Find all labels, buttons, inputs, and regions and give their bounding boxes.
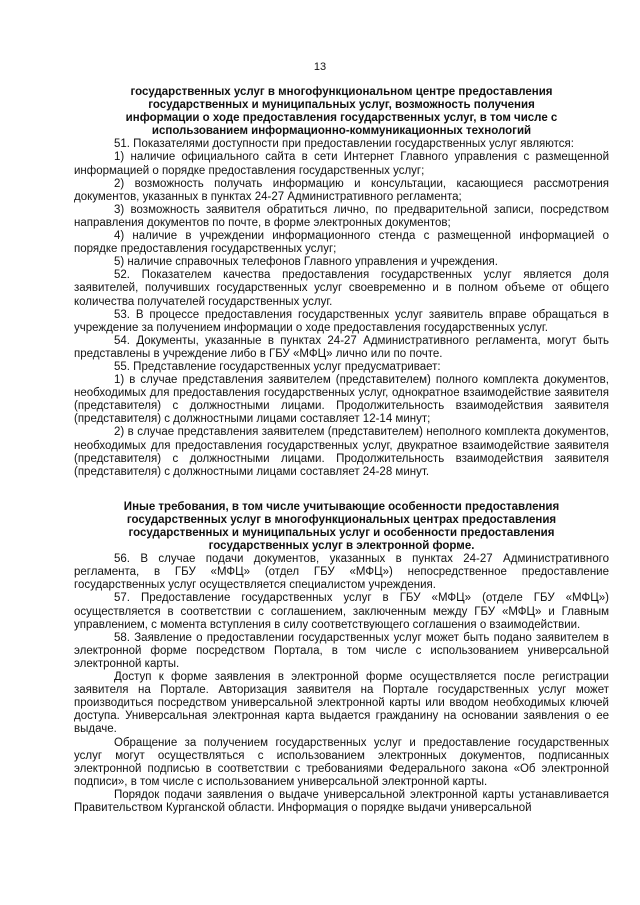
page-content	[74, 86, 609, 815]
section-heading-other-requirements: Иные требования, в том числе учитывающие особенности предоставления государственных услуг в многофункциональных центрах предоставления государственных и муниципальных услуг и особенности предоставления государственных услуг в электронной форме.	[123, 500, 560, 553]
paragraph: Порядок подачи заявления о выдаче универсальной электронной карты устанавливается Правительством Курганской области. Информация о порядке выдачи универсальной	[74, 788, 609, 814]
paragraph: 3) возможность заявителя обратиться лично, по предварительной записи, посредством направления документов по почте, в форме электронных документов;	[74, 203, 609, 229]
paragraph: Обращение за получением государственных услуг и предоставление государственных услуг могут осуществляться с использованием электронных документов, подписанных электронной подписью в соответствии с требованиями Федерального закона «Об электронной подписи», в том числе с использованием универсальной электронной карты.	[74, 736, 609, 788]
section-body-accessibility	[74, 138, 609, 478]
paragraph: Доступ к форме заявления в электронной форме осуществляется после регистрации заявителя на Портале. Авторизация заявителя на Портале государственных услуг может производиться посредством универсальной электронной карты или вводом необходимых ключей доступа. Универсальная электронная карта выдается гражданину на основании заявления о ее выдаче.	[74, 671, 609, 736]
paragraph: 54. Документы, указанные в пунктах 24-27 Административного регламента, могут быть представлены в учреждение либо в ГБУ «МФЦ» лично или по почте.	[74, 334, 609, 360]
paragraph: 1) в случае представления заявителем (представителем) полного комплекта документов, необходимых для предоставления государственных услуг, однократное взаимодействие заявителя (представителя) с должностными лицами. Продолжительность взаимодействия заявителя (представителя) с должностными лицами составляет 12-14 минут;	[74, 374, 609, 426]
paragraph: 58. Заявление о предоставлении государственных услуг может быть подано заявителем в электронной форме посредством Портала, в том числе с использованием универсальной электронной карты.	[74, 631, 609, 670]
section-heading-accessibility: государственных услуг в многофункциональном центре предоставления государственных и муниципальных услуг, возможность получения информации о ходе предоставления государственных услуг, в том числе с использованием информационно-коммуникационных технологий	[125, 86, 558, 138]
paragraph: 2) в случае представления заявителем (представителем) неполного комплекта документов, необходимых для предоставления государственных услуг, двукратное взаимодействие заявителя (представителя) с должностными лицами. Продолжительность взаимодействия заявителя (представителя) с должностными лицами составляет 24-28 минут.	[74, 426, 609, 478]
paragraph: 53. В процессе предоставления государственных услуг заявитель вправе обращаться в учреждение за получением информации о ходе предоставления государственных услуг.	[74, 308, 609, 334]
paragraph: 5) наличие справочных телефонов Главного управления и учреждения.	[114, 256, 498, 269]
paragraph: 4) наличие в учреждении информационного стенда с размещенной информацией о порядке предоставления государственных услуг;	[74, 230, 609, 256]
paragraph: 52. Показателем качества предоставления государственных услуг является доля заявителей, получивших государственных услуг своевременно и в полном объеме от общего количества получателей государственных услуг.	[74, 269, 609, 308]
paragraph: 57. Предоставление государственных услуг в ГБУ «МФЦ» (отделе ГБУ «МФЦ») осуществляется в соответствии с соглашением, заключенным между ГБУ «МФЦ» и Главным управлением, с момента вступления в силу соответствующего соглашения о взаимодействии.	[74, 592, 609, 631]
section-body-other-requirements	[74, 553, 609, 815]
paragraph: 1) наличие официального сайта в сети Интернет Главного управления с размещенной информацией о порядке предоставления государственных услуг;	[74, 151, 609, 177]
paragraph: 55. Представление государственных услуг предусматривает:	[114, 360, 441, 373]
paragraph: 2) возможность получать информацию и консультации, касающиеся рассмотрения документов, указанных в пунктах 24-27 Административного регламента;	[74, 177, 609, 203]
paragraph: 51. Показателями доступности при предоставлении государственных услуг являются:	[114, 138, 574, 151]
paragraph: 56. В случае подачи документов, указанных в пунктах 24-27 Административного регламента, в ГБУ «МФЦ» (отдел ГБУ «МФЦ») непосредственное предоставление государственных услуг осуществляется специалистом учреждения.	[74, 553, 609, 592]
page-number: 13	[313, 61, 327, 73]
